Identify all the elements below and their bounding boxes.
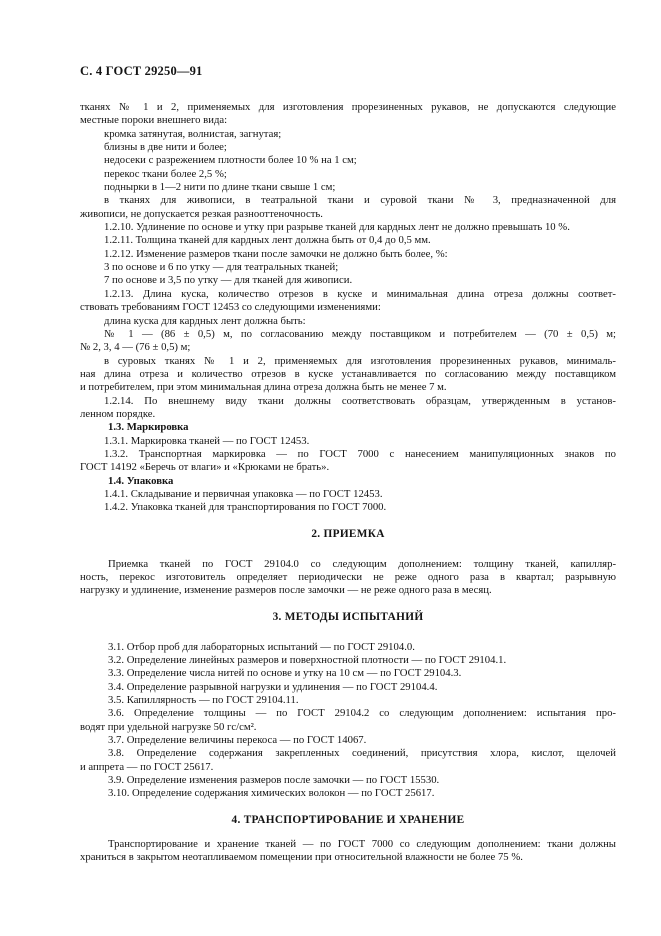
text-line: 3.10. Определение содержания химических волокон — по ГОСТ 25617. — [108, 787, 435, 800]
text-line: 1.4.2. Упаковка тканей для транспортирования по ГОСТ 7000. — [104, 501, 387, 514]
text-line: 3.9. Определение изменения размеров после замочки — по ГОСТ 15530. — [108, 774, 440, 787]
page-header: С. 4 ГОСТ 29250—91 — [80, 64, 203, 78]
text-line: ГОСТ 14192 «Беречь от влаги» и «Крюками не брать». — [80, 461, 330, 474]
text-line: 1.2.13. Длина куска, количество отрезов в куске и минимальная длина отреза должны соответ- — [104, 287, 616, 300]
text-line: ность, перекос изготовитель определяет периодически не реже одного раза в квартал; разрывную — [80, 571, 616, 583]
text-line: 3 по основе и 6 по утку — для театральных тканей; — [104, 261, 339, 274]
text-line: кромка затянутая, волнистая, загнутая; — [104, 127, 282, 140]
text-line: 3.1. Отбор проб для лабораторных испытаний — по ГОСТ 29104.0. — [108, 640, 415, 653]
text-line: тканях № 1 и 2, применяемых для изготовления прорезиненных рукавов, не допускаются следующие — [80, 101, 616, 113]
text-line: 3.6. Определение толщины — по ГОСТ 29104.2 со следующим дополнением: испытания про- — [108, 707, 616, 720]
text-line: перекос ткани более 2,5 %; — [104, 167, 227, 180]
text-line: храниться в закрытом неотапливаемом помещении при относительной влажности не более 75 %. — [80, 851, 523, 864]
text-line: 3.7. Определение величины перекоса — по ГОСТ 14067. — [108, 734, 367, 747]
text-line: живописи, не допускается резкая разнооттеночность. — [80, 207, 323, 220]
section4-body — [80, 838, 616, 865]
text-line: нагрузку и удлинение, изменение размеров после замочки — не реже одного раза в месяц. — [80, 584, 492, 597]
text-line: недосеки с разрежением плотности более 10 % на 1 см; — [104, 154, 357, 167]
text-line: ствовать требованиям ГОСТ 12453 со следующими изменениями: — [80, 301, 381, 314]
text-line: водят при удельной нагрузке 50 гс/см². — [80, 720, 257, 733]
text-line: 1.2.10. Удлинение по основе и утку при разрыве тканей для кардных лент не должно превышать 10 %. — [104, 221, 570, 234]
text-line: 3.3. Определение числа нитей по основе и утку на 10 см — по ГОСТ 29104.3. — [108, 667, 462, 680]
section3-title: 3. МЕТОДЫ ИСПЫТАНИЙ — [272, 610, 424, 623]
text-line: ная длина отреза и количество отрезов в куске устанавливается по согласованию между поставщиком — [80, 367, 616, 380]
section3-body — [80, 641, 616, 801]
text-line: в тканях для живописи, в театральной ткани и суровой ткани № 3, предназначенной для — [104, 194, 616, 207]
text-line: 3.2. Определение линейных размеров и поверхностной плотности — по ГОСТ 29104.1. — [108, 654, 507, 667]
text-line: 1.2.12. Изменение размеров ткани после замочки не должно быть более, %: — [104, 247, 448, 260]
text-line: 3.4. Определение разрывной нагрузки и удлинения — по ГОСТ 29104.4. — [108, 680, 438, 693]
document-page — [80, 64, 616, 865]
text-line: местные пороки внешнего вида: — [80, 114, 228, 127]
section1-continuation — [80, 101, 616, 515]
text-line: 7 по основе и 3,5 по утку — для тканей для живописи. — [104, 274, 353, 287]
text-line: и аппрета — по ГОСТ 25617. — [80, 760, 214, 773]
text-line: 3.8. Определение содержания закрепленных соединений, присутствия хлора, кислот, щелочей — [108, 747, 616, 760]
text-line: № 2, 3, 4 — (76 ± 0,5) м; — [80, 341, 191, 354]
section4-title: 4. ТРАНСПОРТИРОВАНИЕ И ХРАНЕНИЕ — [231, 813, 465, 826]
text-line: в суровых тканях № 1 и 2, применяемых для изготовления прорезиненных рукавов, минималь- — [104, 354, 616, 367]
section2-body — [80, 558, 616, 598]
text-line: и потребителем, при этом минимальная длина отреза должна быть не менее 7 м. — [80, 381, 447, 394]
text-line: 3.5. Капиллярность — по ГОСТ 29104.11. — [108, 694, 299, 707]
text-line: Приемка тканей по ГОСТ 29104.0 со следующим дополнением: толщину тканей, капилляр- — [108, 557, 616, 570]
text-line: поднырки в 1—2 нити по длине ткани свыше 1 см; — [104, 181, 336, 194]
text-line: 1.2.11. Толщина тканей для кардных лент должна быть от 0,4 до 0,5 мм. — [104, 234, 431, 247]
text-line: близны в две нити и более; — [104, 141, 227, 154]
text-line: 1.3. Маркировка — [108, 421, 189, 434]
text-line: длина куска для кардных лент должна быть: — [104, 314, 306, 327]
text-line: ленном порядке. — [80, 407, 156, 420]
text-line: 1.3.2. Транспортная маркировка — по ГОСТ 7000 с нанесением манипуляционных знаков по — [104, 447, 616, 460]
text-line: № 1 — (86 ± 0,5) м, по согласованию между поставщиком и потребителем — (70 ± 0,5) м; — [104, 327, 616, 340]
text-line: 1.3.1. Маркировка тканей — по ГОСТ 12453. — [104, 434, 310, 447]
section2-title: 2. ПРИЕМКА — [311, 527, 385, 540]
text-line: 1.4. Упаковка — [108, 474, 174, 487]
text-line: 1.2.14. По внешнему виду ткани должны соответствовать образцам, утвержденным в установ- — [104, 394, 616, 407]
text-line: 1.4.1. Складывание и первичная упаковка — по ГОСТ 12453. — [104, 487, 383, 500]
text-line: Транспортирование и хранение тканей — по ГОСТ 7000 со следующим дополнением: ткани должны — [108, 837, 616, 850]
